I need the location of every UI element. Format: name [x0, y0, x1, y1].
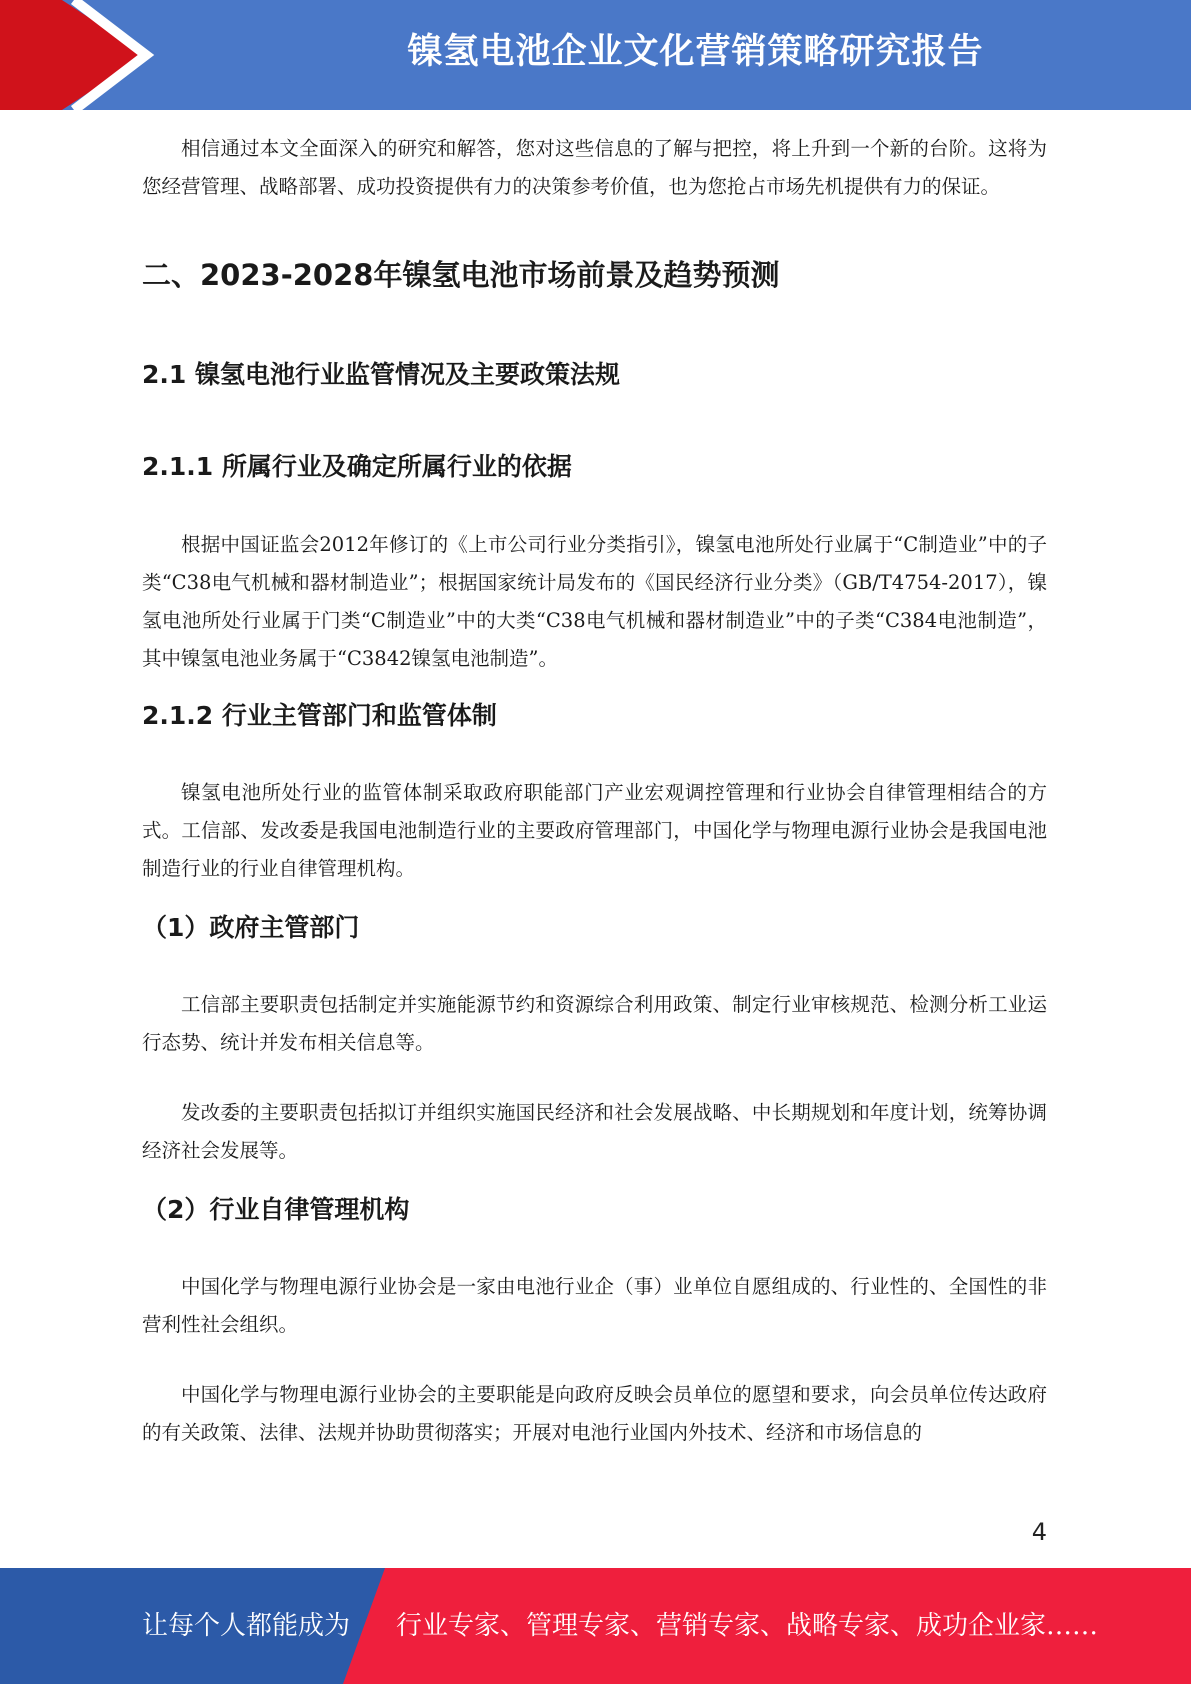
paragraph-ndrc-duties: 发改委的主要职责包括拟订并组织实施国民经济和社会发展战略、中长期规划和年度计划，统筹协调经济社会发展等。	[142, 1101, 1047, 1162]
header-chevron-decoration	[0, 0, 200, 110]
footer-slogan-left: 让每个人都能成为	[142, 1611, 351, 1641]
subsection-heading-2-1-2: 2.1.2 行业主管部门和监管体制	[142, 701, 497, 730]
intro-paragraph: 相信通过本文全面深入的研究和解答，您对这些信息的了解与把控，将上升到一个新的台阶。这将为您经营管理、战略部署、成功投资提供有力的决策参考价值，也为您抢占市场先机提供有力的保证。	[142, 137, 1047, 198]
document-body	[142, 130, 1047, 1452]
paragraph-miit-duties: 工信部主要职责包括制定并实施能源节约和资源综合利用政策、制定行业审核规范、检测分析工业运行态势、统计并发布相关信息等。	[142, 993, 1047, 1054]
heading-government-departments: （1）政府主管部门	[142, 913, 360, 942]
page-number: 4	[1031, 1518, 1047, 1546]
paragraph-association-functions: 中国化学与物理电源行业协会的主要职能是向政府反映会员单位的愿望和要求，向会员单位传达政府的有关政策、法律、法规并协助贯彻落实；开展对电池行业国内外技术、经济和市场信息的	[142, 1383, 1047, 1444]
footer-slogan-right: 行业专家、管理专家、营销专家、战略专家、成功企业家……	[396, 1611, 1099, 1641]
subsection-heading-2-1-1: 2.1.1 所属行业及确定所属行业的依据	[142, 452, 572, 481]
subsection-heading-2-1: 2.1 镍氢电池行业监管情况及主要政策法规	[142, 360, 620, 389]
heading-industry-association: （2）行业自律管理机构	[142, 1195, 410, 1224]
paragraph-industry-classification: 根据中国证监会2012年修订的《上市公司行业分类指引》，镍氢电池所处行业属于“C制造业”中的子类“C38电气机械和器材制造业”；根据国家统计局发布的《国民经济行业分类》（GB/T4754-2017），镍氢电池所处行业属于门类“C制造业”中的大类“C38电气机械和器材制造业”中的子类“C384电池制造”，其中镍氢电池业务属于“C3842镍氢电池制造”。	[142, 533, 1047, 670]
paragraph-association-intro: 中国化学与物理电源行业协会是一家由电池行业企（事）业单位自愿组成的、行业性的、全国性的非营利性社会组织。	[142, 1275, 1047, 1336]
page-header	[0, 0, 1191, 110]
section-heading: 二、2023-2028年镍氢电池市场前景及趋势预测	[142, 258, 780, 292]
paragraph-regulatory-system: 镍氢电池所处行业的监管体制采取政府职能部门产业宏观调控管理和行业协会自律管理相结合的方式。工信部、发改委是我国电池制造行业的主要政府管理部门，中国化学与物理电源行业协会是我国电池制造行业的行业自律管理机构。	[142, 781, 1047, 880]
page-footer	[0, 1568, 1191, 1684]
header-title: 镍氢电池企业文化营销策略研究报告	[407, 32, 984, 72]
